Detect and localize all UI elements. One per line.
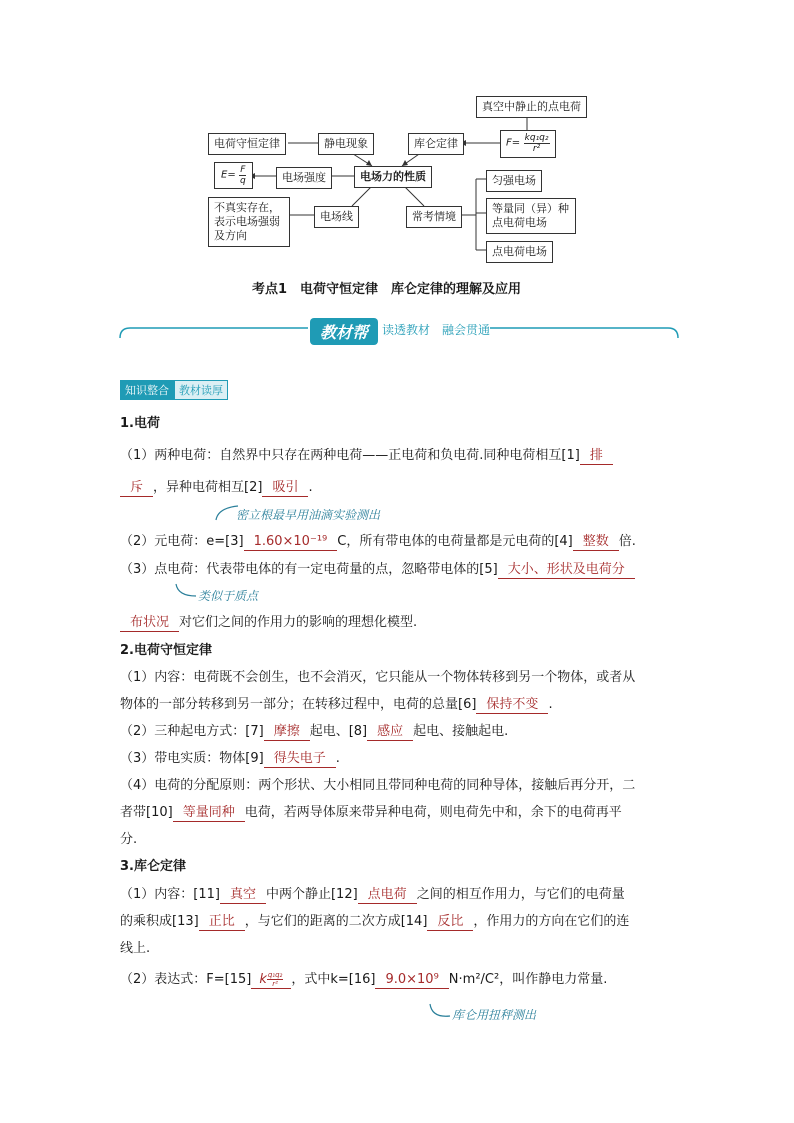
s1-line-1: （1）两种电荷：自然界中只存在两种电荷——正电荷和负电荷.同种电荷相互[1] 排 <box>120 447 613 465</box>
answer-4: 整数 <box>573 534 619 551</box>
note-torsion-balance: 库仑用扭秤测出 <box>452 1008 537 1022</box>
note-millikan: 密立根最早用油滴实验测出 <box>236 508 381 522</box>
answer-13: 正比 <box>199 914 245 931</box>
answer-12: 点电荷 <box>358 887 417 904</box>
answer-1b: 斥 <box>120 480 153 497</box>
note-mass-point: 类似于质点 <box>198 589 259 603</box>
note-3-pointer <box>426 1000 454 1022</box>
tag-row <box>120 379 228 400</box>
s1-line-5: 布状况 对它们之间的作用力的影响的理想化模型. <box>120 614 417 632</box>
s1-line-3: （2）元电荷：e=[3] 1.60×10⁻¹⁹ C，所有带电体的电荷量都是元电荷的[4] 整数 倍. <box>120 534 636 549</box>
node-coulomb-formula: F= $\frac{\text{kq₁q₂}}{\text{r²}}$ <box>500 130 556 158</box>
s2-line-7: 分. <box>120 832 138 847</box>
banner-subtitle: 读透教材 融会贯通 <box>382 323 491 337</box>
answer-7: 摩擦 <box>264 724 310 741</box>
node-field-line-description: 不真实存在，表示电场强弱及方向 <box>208 197 290 247</box>
node-coulomb-law: 库仑定律 <box>408 133 464 155</box>
s3-line-3: 线上. <box>120 941 151 956</box>
concept-map-connectors <box>0 0 794 270</box>
answer-9: 得失电子 <box>264 751 336 768</box>
answer-15: k $\frac{\text{q₁q₂}}{\text{r²}}$ <box>251 971 291 989</box>
node-charge-conservation: 电荷守恒定律 <box>208 133 286 155</box>
s1-line-4: （3）点电荷：代表带电体的有一定电荷量的点，忽略带电体的[5] 大小、形状及电荷分 <box>120 561 635 579</box>
answer-8: 感应 <box>367 724 413 741</box>
section-3-title: 3.库仑定律 <box>120 859 186 874</box>
note-2-pointer <box>172 580 200 600</box>
answer-10: 等量同种 <box>173 805 245 822</box>
node-equal-point-charges: 等量同（异）种点电荷电场 <box>486 198 576 234</box>
answer-16: 9.0×10⁹ <box>375 972 448 989</box>
section-1-title: 1.电荷 <box>120 416 160 431</box>
node-electric-force-center: 电场力的性质 <box>354 166 432 188</box>
node-uniform-field: 匀强电场 <box>486 170 542 192</box>
tag-knowledge: 知识整合 <box>120 380 174 400</box>
answer-5b: 布状况 <box>120 615 179 632</box>
s2-line-2: 物体的一部分转移到另一部分；在转移过程中，电荷的总量[6] 保持不变 . <box>120 697 553 712</box>
banner-tag: 教材帮 <box>310 318 378 345</box>
answer-11: 真空 <box>220 887 266 904</box>
answer-2: 吸引 <box>262 480 308 497</box>
answer-14: 反比 <box>427 914 473 931</box>
node-vacuum-point-charge: 真空中静止的点电荷 <box>476 96 587 118</box>
s2-line-4: （3）带电实质：物体[9] 得失电子 . <box>120 751 340 766</box>
s3-line-4: （2）表达式：F=[15] k $\frac{\text{q₁q₂}}{\text{r²}}$ ，式中k=[16] 9.0×10⁹ N·m²/C²，叫作静电力常量. <box>120 971 608 988</box>
topic-heading: 考点1 电荷守恒定律 库仑定律的理解及应用 <box>252 282 522 297</box>
node-point-charge-field: 点电荷电场 <box>486 241 553 263</box>
answer-3: 1.60×10⁻¹⁹ <box>244 534 338 551</box>
node-field-line: 电场线 <box>314 206 359 228</box>
s3-line-2: 的乘积成[13] 正比 ，与它们的距离的二次方成[14] 反比 ，作用力的方向在它们的连 <box>120 914 630 929</box>
tag-textbook: 教材读厚 <box>174 380 228 400</box>
node-common-situations: 常考情境 <box>406 206 462 228</box>
s2-line-6: 者带[10] 等量同种 电荷，若两导体原来带异种电荷，则电荷先中和，余下的电荷再平 <box>120 805 622 820</box>
node-field-formula: E= $\frac{F}{q}$ <box>214 162 253 189</box>
section-2-title: 2.电荷守恒定律 <box>120 643 212 658</box>
answer-1a: 排 <box>580 448 613 465</box>
s2-line-5: （4）电荷的分配原则：两个形状、大小相同且带同种电荷的同种导体，接触后再分开，二 <box>120 778 636 793</box>
node-electrostatic-phenomena: 静电现象 <box>318 133 374 155</box>
answer-6: 保持不变 <box>476 697 548 714</box>
s2-line-3: （2）三种起电方式：[7] 摩擦 起电、[8] 感应 起电、接触起电. <box>120 724 509 739</box>
node-field-strength: 电场强度 <box>276 167 332 189</box>
s2-line-1: （1）内容：电荷既不会创生，也不会消灭，它只能从一个物体转移到另一个物体，或者从 <box>120 670 636 685</box>
s3-line-1: （1）内容：[11] 真空 中两个静止[12] 点电荷 之间的相互作用力，与它们的电荷量 <box>120 887 625 902</box>
s1-line-2: 斥 ，异种电荷相互[2] 吸引 . <box>120 479 313 497</box>
answer-5a: 大小、形状及电荷分 <box>498 562 635 579</box>
